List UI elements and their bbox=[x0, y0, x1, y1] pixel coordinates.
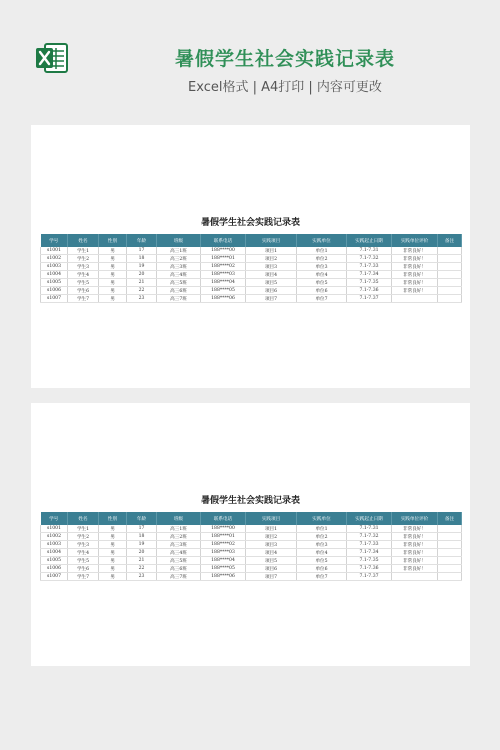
table-cell: 学生4 bbox=[68, 549, 99, 557]
table-cell: 单位2 bbox=[297, 533, 347, 541]
table-row bbox=[41, 557, 462, 565]
table-cell: 单位4 bbox=[297, 271, 347, 279]
table-cell: 学生2 bbox=[68, 255, 99, 263]
table-row bbox=[41, 533, 462, 541]
table-header-row bbox=[41, 512, 462, 525]
table-cell: s1001 bbox=[41, 525, 68, 533]
table-cell: 项目1 bbox=[246, 247, 297, 255]
table-cell: 男 bbox=[99, 573, 127, 581]
table-cell: s1005 bbox=[41, 279, 68, 287]
table-cell: 高三5班 bbox=[157, 279, 201, 287]
table-cell bbox=[438, 549, 462, 557]
table-cell: 项目3 bbox=[246, 263, 297, 271]
table-cell: s1007 bbox=[41, 573, 68, 581]
table-cell: 项目7 bbox=[246, 295, 297, 303]
table-cell: s1001 bbox=[41, 247, 68, 255]
table-cell: 项目5 bbox=[246, 279, 297, 287]
table-cell: 单位6 bbox=[297, 565, 347, 573]
column-header: 姓名 bbox=[68, 512, 99, 525]
table-cell: s1006 bbox=[41, 565, 68, 573]
table-cell bbox=[438, 271, 462, 279]
table-cell: 18 bbox=[127, 255, 157, 263]
table-cell: 单位4 bbox=[297, 549, 347, 557]
table-cell: 7.1-7.35 bbox=[347, 557, 392, 565]
table-cell: 188****01 bbox=[201, 533, 246, 541]
table-row bbox=[41, 573, 462, 581]
table-cell: 男 bbox=[99, 549, 127, 557]
table-cell bbox=[438, 533, 462, 541]
table-cell: 男 bbox=[99, 247, 127, 255]
table-cell: 188****05 bbox=[201, 287, 246, 295]
table-cell: 男 bbox=[99, 533, 127, 541]
table-cell: 非常良好！ bbox=[392, 533, 438, 541]
table-cell bbox=[438, 573, 462, 581]
table-cell: s1002 bbox=[41, 533, 68, 541]
table-cell: 单位3 bbox=[297, 541, 347, 549]
column-header: 班级 bbox=[157, 234, 201, 247]
column-header: 实践项目 bbox=[246, 512, 297, 525]
table-cell: 17 bbox=[127, 525, 157, 533]
table-cell bbox=[392, 295, 438, 303]
column-header: 学号 bbox=[41, 234, 68, 247]
column-header: 实践项目 bbox=[246, 234, 297, 247]
table-cell: 7.1-7.34 bbox=[347, 271, 392, 279]
table-cell: 高三3班 bbox=[157, 263, 201, 271]
table-cell: 学生1 bbox=[68, 525, 99, 533]
table-cell: 188****02 bbox=[201, 541, 246, 549]
table-cell: 非常良好！ bbox=[392, 557, 438, 565]
column-header: 联系电话 bbox=[201, 234, 246, 247]
table-cell: 项目1 bbox=[246, 525, 297, 533]
table-row bbox=[41, 279, 462, 287]
table-cell: 项目7 bbox=[246, 573, 297, 581]
table-cell: s1003 bbox=[41, 541, 68, 549]
table-cell: 7.1-7.36 bbox=[347, 565, 392, 573]
table-cell: s1002 bbox=[41, 255, 68, 263]
table-cell: 非常良好！ bbox=[392, 525, 438, 533]
table-cell bbox=[438, 255, 462, 263]
sheet-preview-1 bbox=[31, 125, 470, 388]
table-cell: s1005 bbox=[41, 557, 68, 565]
table-cell: 男 bbox=[99, 557, 127, 565]
table-cell: 学生7 bbox=[68, 295, 99, 303]
column-header: 实践单位评价 bbox=[392, 512, 438, 525]
table-cell: 项目2 bbox=[246, 533, 297, 541]
column-header: 学号 bbox=[41, 512, 68, 525]
table-row bbox=[41, 565, 462, 573]
table-cell: 学生6 bbox=[68, 565, 99, 573]
table-cell: 188****00 bbox=[201, 247, 246, 255]
table-cell: 高三7班 bbox=[157, 295, 201, 303]
sheet-title: 暑假学生社会实践记录表 bbox=[200, 496, 300, 506]
table-cell: 高三1班 bbox=[157, 525, 201, 533]
table-cell: 单位5 bbox=[297, 557, 347, 565]
table-row bbox=[41, 295, 462, 303]
table-cell: 188****03 bbox=[201, 271, 246, 279]
table-cell: 高三4班 bbox=[157, 549, 201, 557]
table-cell: 非常良好！ bbox=[392, 271, 438, 279]
column-header: 性别 bbox=[99, 234, 127, 247]
table-cell: 19 bbox=[127, 541, 157, 549]
table-cell: 男 bbox=[99, 279, 127, 287]
table-cell: 项目6 bbox=[246, 287, 297, 295]
table-cell bbox=[438, 287, 462, 295]
table-cell: 项目6 bbox=[246, 565, 297, 573]
table-cell: 21 bbox=[127, 279, 157, 287]
table-cell: 非常良好！ bbox=[392, 549, 438, 557]
table-cell: 单位2 bbox=[297, 255, 347, 263]
table-cell bbox=[438, 295, 462, 303]
table-cell: 20 bbox=[127, 271, 157, 279]
table-cell: 高三5班 bbox=[157, 557, 201, 565]
table-cell: 188****03 bbox=[201, 549, 246, 557]
records-table bbox=[40, 512, 462, 581]
table-cell: 单位7 bbox=[297, 573, 347, 581]
table-cell: 高三2班 bbox=[157, 255, 201, 263]
table-cell: 高三6班 bbox=[157, 565, 201, 573]
table-row bbox=[41, 541, 462, 549]
table-row bbox=[41, 255, 462, 263]
table-cell: 男 bbox=[99, 565, 127, 573]
table-cell: 高三4班 bbox=[157, 271, 201, 279]
table-row bbox=[41, 287, 462, 295]
table-cell: s1004 bbox=[41, 549, 68, 557]
table-cell: 7.1-7.33 bbox=[347, 541, 392, 549]
table-cell: 17 bbox=[127, 247, 157, 255]
table-cell bbox=[438, 247, 462, 255]
table-row bbox=[41, 263, 462, 271]
table-cell bbox=[438, 263, 462, 271]
excel-icon bbox=[34, 40, 70, 76]
column-header: 年龄 bbox=[127, 234, 157, 247]
table-row bbox=[41, 271, 462, 279]
table-cell: s1003 bbox=[41, 263, 68, 271]
table-cell: 19 bbox=[127, 263, 157, 271]
table-cell: 高三7班 bbox=[157, 573, 201, 581]
table-cell: 项目2 bbox=[246, 255, 297, 263]
page-subtitle: Excel格式 | A4打印 | 内容可更改 bbox=[188, 80, 382, 95]
table-cell: 单位1 bbox=[297, 525, 347, 533]
table-row bbox=[41, 525, 462, 533]
column-header: 实践单位 bbox=[297, 234, 347, 247]
table-cell bbox=[438, 279, 462, 287]
table-cell: 男 bbox=[99, 271, 127, 279]
table-cell: 学生2 bbox=[68, 533, 99, 541]
table-cell: 男 bbox=[99, 287, 127, 295]
table-cell: 23 bbox=[127, 573, 157, 581]
column-header: 实践单位评价 bbox=[392, 234, 438, 247]
table-cell: 高三6班 bbox=[157, 287, 201, 295]
table-cell: 非常良好！ bbox=[392, 287, 438, 295]
table-cell: 高三1班 bbox=[157, 247, 201, 255]
table-cell: 学生7 bbox=[68, 573, 99, 581]
table-cell: 188****02 bbox=[201, 263, 246, 271]
table-cell: 非常良好！ bbox=[392, 247, 438, 255]
table-cell: 男 bbox=[99, 295, 127, 303]
table-cell: 22 bbox=[127, 287, 157, 295]
table-header-row bbox=[41, 234, 462, 247]
table-cell: 7.1-7.31 bbox=[347, 525, 392, 533]
sheet-preview-2 bbox=[31, 403, 470, 666]
table-cell: 23 bbox=[127, 295, 157, 303]
table-cell: 男 bbox=[99, 541, 127, 549]
table-cell bbox=[438, 541, 462, 549]
column-header: 实践起止日期 bbox=[347, 234, 392, 247]
table-cell: 非常良好！ bbox=[392, 263, 438, 271]
table-cell: 21 bbox=[127, 557, 157, 565]
table-cell: 188****04 bbox=[201, 557, 246, 565]
table-cell: 学生5 bbox=[68, 279, 99, 287]
sheet-title: 暑假学生社会实践记录表 bbox=[200, 218, 300, 228]
column-header: 年龄 bbox=[127, 512, 157, 525]
table-cell: 7.1-7.32 bbox=[347, 255, 392, 263]
table-cell: 非常良好！ bbox=[392, 255, 438, 263]
table-cell: s1004 bbox=[41, 271, 68, 279]
column-header: 姓名 bbox=[68, 234, 99, 247]
table-cell: 项目3 bbox=[246, 541, 297, 549]
table-cell: 非常良好！ bbox=[392, 565, 438, 573]
table-cell: 非常良好！ bbox=[392, 541, 438, 549]
table-cell: 18 bbox=[127, 533, 157, 541]
table-cell: 7.1-7.35 bbox=[347, 279, 392, 287]
table-cell: 22 bbox=[127, 565, 157, 573]
table-cell: s1006 bbox=[41, 287, 68, 295]
table-cell: 项目4 bbox=[246, 549, 297, 557]
table-cell: 单位3 bbox=[297, 263, 347, 271]
table-cell: 188****00 bbox=[201, 525, 246, 533]
table-cell: 188****04 bbox=[201, 279, 246, 287]
table-cell: 男 bbox=[99, 255, 127, 263]
records-table bbox=[40, 234, 462, 303]
table-cell: 单位5 bbox=[297, 279, 347, 287]
table-cell: s1007 bbox=[41, 295, 68, 303]
table-cell: 188****06 bbox=[201, 573, 246, 581]
column-header: 性别 bbox=[99, 512, 127, 525]
table-cell: 单位7 bbox=[297, 295, 347, 303]
table-cell: 7.1-7.32 bbox=[347, 533, 392, 541]
column-header: 实践单位 bbox=[297, 512, 347, 525]
table-cell bbox=[392, 573, 438, 581]
table-cell: 20 bbox=[127, 549, 157, 557]
table-cell: 学生4 bbox=[68, 271, 99, 279]
table-cell: 7.1-7.37 bbox=[347, 573, 392, 581]
column-header: 备注 bbox=[438, 512, 462, 525]
table-cell: 学生5 bbox=[68, 557, 99, 565]
table-cell: 学生3 bbox=[68, 541, 99, 549]
table-cell: 学生1 bbox=[68, 247, 99, 255]
column-header: 班级 bbox=[157, 512, 201, 525]
table-cell: 单位1 bbox=[297, 247, 347, 255]
table-cell: 男 bbox=[99, 525, 127, 533]
column-header: 实践起止日期 bbox=[347, 512, 392, 525]
table-cell: 7.1-7.33 bbox=[347, 263, 392, 271]
table-row bbox=[41, 247, 462, 255]
table-cell: 7.1-7.31 bbox=[347, 247, 392, 255]
table-cell: 7.1-7.34 bbox=[347, 549, 392, 557]
table-cell: 188****01 bbox=[201, 255, 246, 263]
page-title: 暑假学生社会实践记录表 bbox=[174, 48, 395, 70]
column-header: 联系电话 bbox=[201, 512, 246, 525]
table-row bbox=[41, 549, 462, 557]
table-cell bbox=[438, 525, 462, 533]
table-cell: 188****05 bbox=[201, 565, 246, 573]
table-cell: 项目5 bbox=[246, 557, 297, 565]
table-cell bbox=[438, 565, 462, 573]
table-cell: 高三3班 bbox=[157, 541, 201, 549]
column-header: 备注 bbox=[438, 234, 462, 247]
table-cell bbox=[438, 557, 462, 565]
table-cell: 非常良好！ bbox=[392, 279, 438, 287]
page-header bbox=[0, 0, 500, 110]
table-cell: 学生6 bbox=[68, 287, 99, 295]
table-cell: 单位6 bbox=[297, 287, 347, 295]
table-cell: 高三2班 bbox=[157, 533, 201, 541]
table-cell: 7.1-7.36 bbox=[347, 287, 392, 295]
table-cell: 男 bbox=[99, 263, 127, 271]
table-cell: 188****06 bbox=[201, 295, 246, 303]
table-cell: 7.1-7.37 bbox=[347, 295, 392, 303]
table-cell: 项目4 bbox=[246, 271, 297, 279]
table-cell: 学生3 bbox=[68, 263, 99, 271]
